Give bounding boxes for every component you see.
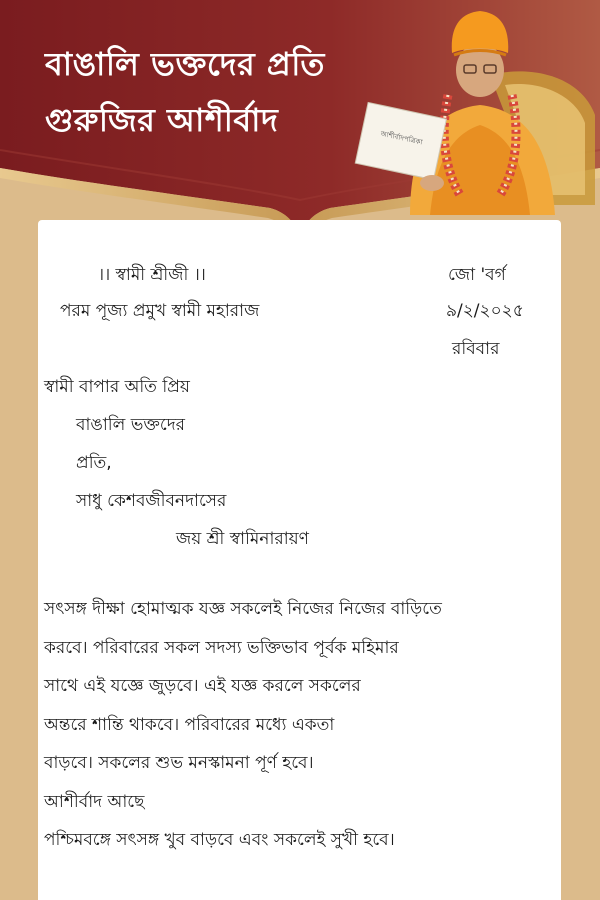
weekday: রবিবার: [452, 339, 500, 359]
invocation: ।। স্বামী শ্রীজী ।।: [98, 265, 206, 285]
title-line-1: বাঙালি ভক্তদের প্রতি: [45, 45, 325, 83]
author-name: পরম পূজ্য প্রমুখ স্বামী মহারাজ: [60, 301, 260, 321]
letter-body: [44, 590, 564, 860]
salutation-line-4: সাধু কেশবজীবনদাসের: [76, 491, 227, 511]
body-line: করবে। পরিবারের সকল সদস্য ভক্তিভাব পূর্বক মহিমার: [44, 637, 399, 658]
title-line-2: গুরুজির আশীর্বাদ: [45, 101, 279, 139]
body-line: আশীর্বাদ আছে: [44, 791, 145, 812]
body-line: অন্তরে শান্তি থাকবে। পরিবারের মধ্যে একতা: [44, 714, 335, 735]
body-line: সৎসঙ্গ দীক্ষা হোমাত্মক যজ্ঞ সকলেই নিজের নিজের বাড়িতে: [44, 599, 442, 619]
greeting: জয় শ্রী স্বামিনারায়ণ: [176, 529, 309, 549]
body-line: বাড়বে। সকলের শুভ মনস্কামনা পূর্ণ হবে।: [44, 753, 314, 773]
salutation-line-2: বাঙালি ভক্তদের: [76, 415, 186, 435]
body-line: পশ্চিমবঙ্গে সৎসঙ্গ খুব বাড়বে এবং সকলেই সুখী হবে।: [44, 830, 395, 850]
body-line: সাথে এই যজ্ঞে জুড়বে। এই যজ্ঞ করলে সকলের: [44, 676, 361, 696]
place: জো 'বর্গ: [448, 265, 506, 285]
salutation-line-3: প্রতি,: [76, 453, 112, 473]
page-title: [45, 36, 375, 148]
date: ৯/২/২০২৫: [446, 301, 524, 321]
paper-label: আশীর্বাদপত্রিকা: [379, 129, 424, 147]
guru-portrait: [340, 5, 600, 230]
salutation-line-1: স্বামী বাপার অতি প্রিয়: [44, 377, 190, 397]
